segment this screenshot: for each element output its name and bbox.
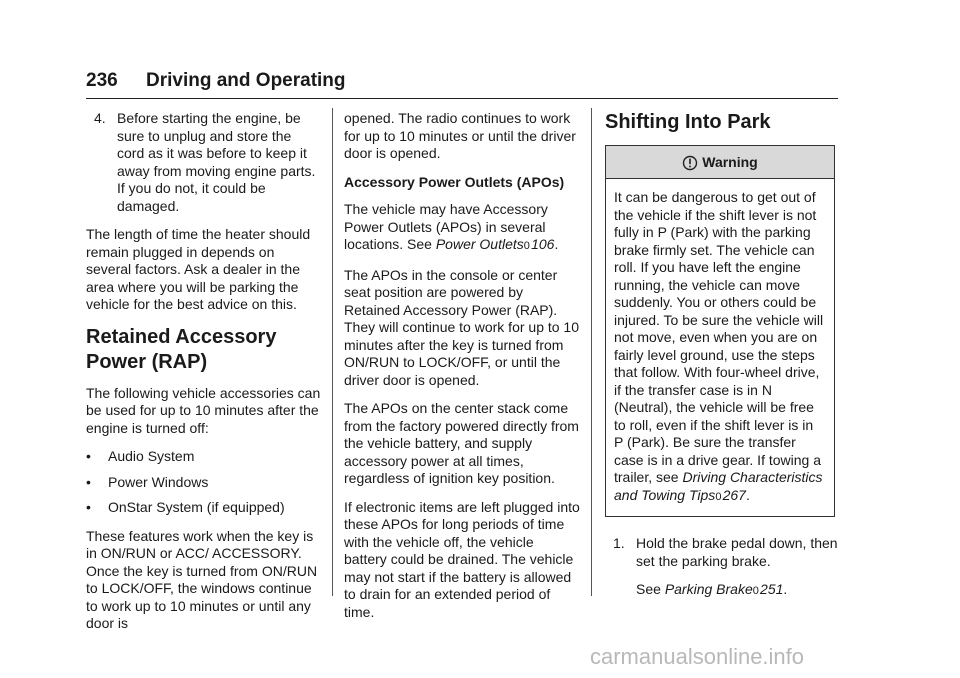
step-number: 4. [94,110,106,126]
apo-paragraph-2: The APOs in the console or center seat position are powered by Retained Accessory Power (RAP). They will continue to work for up to 10 minutes after the key is turned from ON/RUN to LOCK/OFF, or until the driver door is opened. [344,266,580,388]
apo-paragraph-4: If electronic items are left plugged into these APOs for long periods of time with the vehicle off, the vehicle battery could be drained. The vehicle may not start if the battery is allowed to drain for an extended period of time. [344,498,580,620]
xref-arrow-icon: 0 [752,585,759,597]
xref-arrow-icon: 0 [523,240,530,252]
xref-arrow-icon: 0 [715,490,722,503]
column-divider-left [332,108,333,596]
bullet: • [86,473,91,490]
header-rule [86,98,838,99]
text: . [745,486,750,503]
page-ref[interactable]: 106 [531,236,555,252]
bullet: • [86,448,91,464]
step-1 [605,535,841,570]
list-item [86,474,322,492]
text: It can be dangerous to get out of the vehicle if the shift lever is not fully in P (Park) with the parking brake firmly set. The vehicle can roll. If you have left the engine running, the vehicle can move suddenly. You or others could be injured. To be sure the vehicle will not move, even when you are on fairly level ground, use the steps that follow. With four-wheel drive, if the transfer case is in N (Neutral), the vehicle will be free to roll, even if the shift lever is in P (Park). Be sure the transfer case is in a drive gear. If towing a trailer, see [614,189,824,485]
column-divider-right [591,108,592,596]
list-item [86,499,322,517]
page-ref[interactable]: 267 [722,486,746,503]
step-number: 1. [613,535,625,551]
warning-box [605,145,835,517]
apo-heading: Accessory Power Outlets (APOs) [344,173,565,190]
page-header [86,70,838,100]
bullet: • [86,499,91,515]
step-see-also [605,581,841,601]
list-item-text: Audio System [108,448,195,464]
step-4 [86,110,322,215]
parking-brake-link[interactable]: Parking Brake [664,581,753,597]
continued-paragraph: opened. The radio continues to work for up to 10 minutes or until the driver door is opened. [344,110,576,161]
step-text: Before starting the engine, be sure to unplug and store the cord as it was before to keep it away from moving engine parts. If you do not, it could be damaged. [117,110,316,214]
warning-header [606,146,834,179]
apo-paragraph-1 [344,201,580,256]
warning-title: Warning [702,154,758,170]
rap-intro: The following vehicle accessories can be used for up to 10 minutes after the engine is turned off: [86,384,321,436]
step-text: Hold the brake pedal down, then set the parking brake. [636,535,838,569]
list-item [86,448,322,466]
towing-tips-link[interactable]: Driving Characteristics and Towing Tips [614,469,823,503]
power-outlets-link[interactable]: Power Outlets [435,236,524,252]
list-item-text: OnStar System (if equipped) [108,499,285,515]
column-right [605,110,841,612]
warning-icon [682,155,698,171]
park-heading: Shifting Into Park [605,111,771,133]
column-left [86,110,322,644]
column-middle [344,110,580,632]
text: . [783,581,788,597]
heater-paragraph: The length of time the heater should remain plugged in depends on several factors. Ask a dealer in the area where you will be parking the vehicle for the best advice on this. [86,226,311,312]
rap-heading: Retained Accessory Power (RAP) [86,325,277,373]
section-title: Driving and Operating [146,70,346,91]
page-ref[interactable]: 251 [760,581,784,597]
list-item-text: Power Windows [108,473,209,490]
page-number: 236 [86,70,118,91]
text: See [636,581,665,597]
text: The vehicle may have Accessory Power Outlets (APOs) in several locations. See [344,201,548,252]
apo-paragraph-3: The APOs on the center stack come from the factory powered directly from the vehicle battery, and supply accessory power at all times, regardless of ignition key position. [344,400,579,486]
warning-text [606,179,834,516]
watermark: carmanualsonline.info [590,644,805,669]
text: . [554,236,559,252]
rap-paragraph: These features work when the key is in ON/RUN or ACC/ ACCESSORY. Once the key is turned from ON/RUN to LOCK/OFF, the windows continue to work up to 10 minutes or until any door is [86,527,318,631]
